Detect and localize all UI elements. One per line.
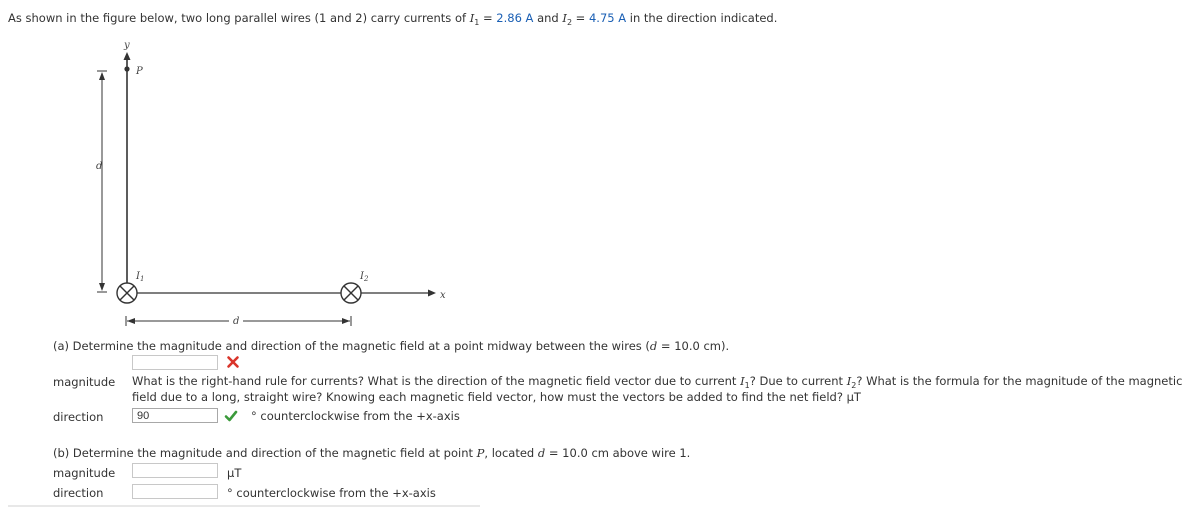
d-horizontal-left-arrow — [127, 318, 135, 324]
correct-check-icon — [224, 409, 238, 423]
hint-text-1: What is the right-hand rule for currents? What is the direction of the magnetic field vector due to current — [132, 374, 741, 388]
wire-1-label: $I_1$ — [136, 271, 145, 283]
i1-subscript: 1 — [474, 18, 480, 27]
hint-text-3: ? What is the formula for the magnitude of the magnetic — [856, 374, 1183, 388]
part-a-hint — [132, 374, 1182, 390]
part-a-hint-line-2: field due to a long, straight wire? Knowing each magnetic field vector, how must the vectors be added to find the net field? µT — [132, 390, 861, 404]
part-b-question — [53, 446, 690, 460]
d-horizontal-right-arrow — [342, 318, 350, 324]
equals: = — [479, 11, 497, 25]
part-a-direction-input[interactable] — [132, 408, 218, 423]
y-axis-label: y — [124, 40, 130, 51]
part-b-text-3: = 10.0 cm above wire 1. — [545, 446, 691, 460]
wire-figure — [0, 36, 480, 336]
part-b-magnitude-input[interactable] — [132, 463, 218, 478]
d-vertical-label: d — [96, 161, 103, 172]
part-b-direction-unit: ° counterclockwise from the +x-axis — [227, 486, 436, 500]
hint-i1: I — [740, 374, 745, 388]
d-horizontal-label: d — [233, 316, 240, 327]
part-b-p-var: P — [476, 446, 485, 460]
part-a-direction-label: direction — [53, 410, 104, 424]
point-p — [124, 66, 129, 71]
part-b-magnitude-unit: µT — [227, 466, 242, 480]
part-b-direction-label: direction — [53, 486, 104, 500]
wire-2-into-page-icon — [341, 283, 361, 303]
part-a-question — [53, 339, 729, 353]
intro-text: As shown in the figure below, two long parallel wires (1 and 2) carry currents of — [8, 11, 470, 25]
d-vertical-bottom-arrow — [99, 283, 105, 291]
part-a-d-var: d — [649, 339, 658, 353]
i2-subscript: 2 — [566, 18, 573, 27]
part-b-d-var: d — [537, 446, 546, 460]
and-text: and — [533, 11, 563, 25]
part-b-text-1: (b) Determine the magnitude and direction of the magnetic field at point — [53, 446, 477, 460]
divider — [8, 505, 480, 507]
part-b-text-2: , located — [484, 446, 538, 460]
i1-symbol: I — [469, 11, 475, 25]
i1-value: 2.86 A — [496, 11, 534, 25]
part-a-question-end: = 10.0 cm). — [657, 339, 730, 353]
hint-i1-sub: 1 — [744, 381, 750, 390]
i2-symbol: I — [562, 11, 567, 25]
equals: = — [572, 11, 589, 25]
d-vertical-top-arrow — [99, 72, 105, 80]
part-a-question-text: (a) Determine the magnitude and direction of the magnetic field at a point midway between the wires ( — [53, 339, 650, 353]
part-a-magnitude-label: magnitude — [53, 375, 116, 389]
x-axis-label: x — [440, 290, 446, 301]
problem-intro — [8, 11, 777, 27]
hint-text-2: ? Due to current — [749, 374, 847, 388]
i2-value: 4.75 A — [588, 11, 627, 25]
part-b-direction-input[interactable] — [132, 484, 218, 499]
point-p-label: P — [136, 66, 143, 77]
incorrect-x-icon — [226, 355, 240, 369]
part-b-magnitude-label: magnitude — [53, 466, 116, 480]
hint-i2: I — [846, 374, 852, 388]
x-axis-arrow — [428, 290, 436, 297]
part-a-direction-unit: ° counterclockwise from the +x-axis — [251, 409, 460, 423]
intro-tail: in the direction indicated. — [626, 11, 778, 25]
wire-1-into-page-icon — [117, 283, 137, 303]
hint-i2-sub: 2 — [851, 381, 857, 390]
y-axis-arrow — [124, 52, 131, 60]
part-a-magnitude-input[interactable] — [132, 355, 218, 370]
wire-2-label: $I_2$ — [360, 271, 369, 283]
